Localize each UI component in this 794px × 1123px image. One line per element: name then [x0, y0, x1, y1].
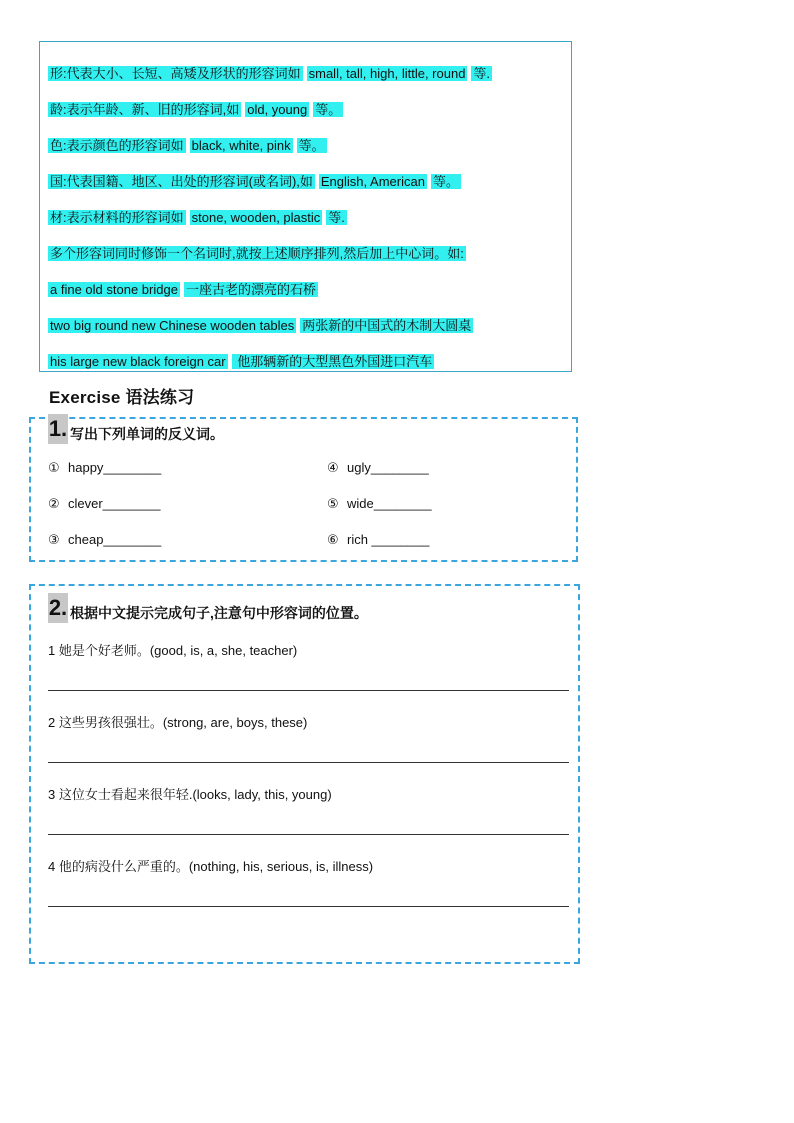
question-1-title: 写出下列单词的反义词。	[70, 426, 224, 442]
note-en: black, white, pink	[191, 138, 291, 153]
antonym-item	[327, 496, 432, 512]
item-text: wide________	[347, 496, 432, 511]
note-line	[48, 100, 343, 120]
answer-line[interactable]	[48, 834, 569, 835]
item-number: ⑥	[327, 532, 339, 547]
answer-line[interactable]	[48, 690, 569, 691]
grammar-notes-box	[39, 41, 572, 372]
note-tail: 他那辆新的大型黑色外国进口汽车	[233, 354, 433, 369]
note-en: two big round new Chinese wooden tables	[50, 318, 295, 333]
note-en: old, young	[247, 102, 308, 117]
question-2-title: 根据中文提示完成句子,注意句中形容词的位置。	[70, 605, 368, 621]
note-line	[48, 208, 347, 228]
item-text: clever________	[68, 496, 161, 511]
note-line	[48, 172, 461, 192]
sentence-prompt: 2 这些男孩很强壮。(strong, are, boys, these)	[48, 715, 308, 730]
note-cn: 材:表示材料的形容词如	[50, 210, 184, 225]
exercise-title: Exercise 语法练习	[49, 388, 195, 407]
item-number: ④	[327, 460, 339, 475]
note-tail: 等.	[328, 210, 345, 225]
question-1-number: 1.	[48, 414, 68, 444]
note-line	[48, 316, 473, 336]
note-tail: 一座古老的漂亮的石桥	[185, 282, 316, 297]
item-number: ⑤	[327, 496, 339, 511]
item-number: ③	[48, 532, 60, 547]
note-en: his large new black foreign car	[50, 354, 226, 369]
note-cn: 龄:表示年龄、新、旧的形容词,如	[50, 102, 240, 117]
antonym-item	[327, 532, 429, 548]
note-en: a fine old stone bridge	[50, 282, 178, 297]
note-tail: 等。	[315, 102, 342, 117]
sentence-prompt: 3 这位女士看起来很年轻.(looks, lady, this, young)	[48, 787, 332, 802]
note-line	[48, 64, 492, 84]
note-tail: 等.	[473, 66, 491, 81]
antonym-item	[48, 460, 161, 476]
note-line	[48, 244, 466, 264]
note-cn: 多个形容词同时修饰一个名词时,就按上述顺序排列,然后加上中心词。如:	[50, 246, 464, 261]
question-2-number: 2.	[48, 593, 68, 623]
note-en: small, tall, high, little, round	[308, 66, 466, 81]
item-text: ugly________	[347, 460, 429, 475]
note-line	[48, 136, 327, 156]
note-cn: 色:表示颜色的形容词如	[50, 138, 184, 153]
item-text: cheap________	[68, 532, 162, 547]
note-line	[48, 352, 434, 372]
item-text: rich ________	[347, 532, 430, 547]
answer-line[interactable]	[48, 762, 569, 763]
note-cn: 形:代表大小、长短、高矮及形状的形容词如	[50, 66, 301, 81]
sentence-prompt: 1 她是个好老师。(good, is, a, she, teacher)	[48, 643, 298, 658]
item-text: happy________	[68, 460, 162, 475]
antonym-item	[48, 532, 161, 548]
answer-line[interactable]	[48, 906, 569, 907]
antonym-item	[327, 460, 429, 476]
note-tail: 等。	[298, 138, 325, 153]
note-en: stone, wooden, plastic	[191, 210, 321, 225]
item-number: ②	[48, 496, 60, 511]
antonym-item	[48, 496, 161, 512]
note-en: English, American	[320, 174, 425, 189]
note-cn: 国:代表国籍、地区、出处的形容词(或名词),如	[50, 174, 313, 189]
note-tail: 两张新的中国式的木制大圆桌	[302, 318, 472, 333]
sentence-prompt: 4 他的病没什么严重的。(nothing, his, serious, is, illness)	[48, 859, 374, 874]
item-number: ①	[48, 460, 60, 475]
note-line	[48, 280, 318, 300]
note-tail: 等。	[432, 174, 459, 189]
